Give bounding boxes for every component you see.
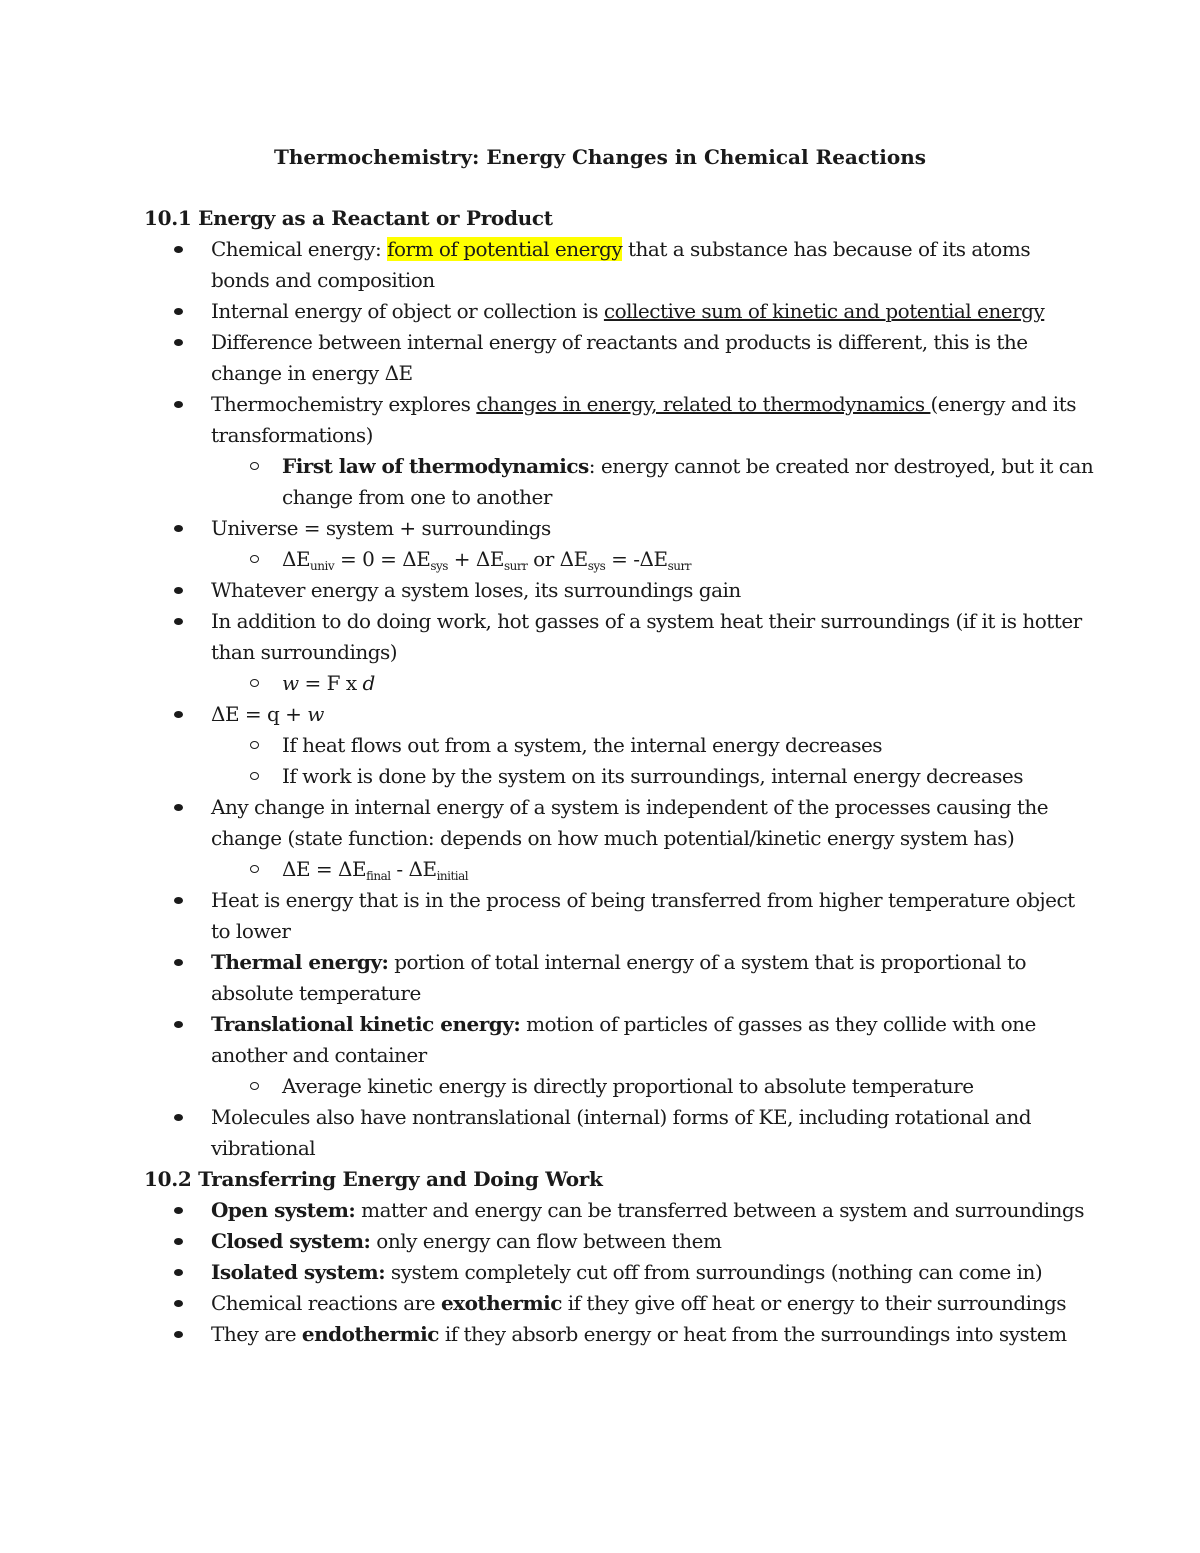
bullet-dot xyxy=(174,308,183,315)
bullet-item: Translational kinetic energy: motion of particles of gasses as they collide with one xyxy=(144,1009,1062,1040)
bullet-item: They are endothermic if they absorb energy or heat from the surroundings into system xyxy=(144,1319,1062,1350)
bullet-continuation: vibrational xyxy=(211,1136,316,1160)
sub-bullet-item: First law of thermodynamics: energy cannot be created nor destroyed, but it can xyxy=(144,451,1062,482)
bullet-dot xyxy=(174,1331,183,1338)
bullet-continuation: absolute temperature xyxy=(211,981,421,1005)
bullet-dot xyxy=(174,401,183,408)
notes-body xyxy=(144,203,1094,1350)
bullet-continuation: change (state function: depends on how much potential/kinetic energy system has) xyxy=(211,826,1015,850)
bullet-continuation: than surroundings) xyxy=(211,640,398,664)
sub-bullet-continuation: change from one to another xyxy=(282,485,552,509)
bullet-dot xyxy=(174,711,183,718)
sub-bullet-item: w = F x d xyxy=(144,668,1062,699)
bullet-dot xyxy=(174,1114,183,1121)
bullet-item: Whatever energy a system loses, its surroundings gain xyxy=(144,575,1062,606)
bullet-continuation: change in energy ΔE xyxy=(211,361,413,385)
bullet-item: Chemical energy: form of potential energy that a substance has because of its atoms xyxy=(144,234,1062,265)
bullet-continuation: bonds and composition xyxy=(211,268,435,292)
bullet-dot xyxy=(174,804,183,811)
bullet-circle xyxy=(250,1082,259,1090)
underlined-text: collective sum of kinetic and potential energy xyxy=(603,299,1045,323)
highlighted-text: form of potential energy xyxy=(387,237,623,261)
underlined-text: changes in energy, related to thermodynamics xyxy=(476,392,931,416)
sub-bullet-item: $\Delta E = \Delta E_{final} - \Delta E_{initial}$ xyxy=(144,854,1062,885)
bullet-dot xyxy=(174,587,183,594)
bullet-dot xyxy=(174,1269,183,1276)
bullet-dot xyxy=(174,1300,183,1307)
bullet-circle xyxy=(250,741,259,749)
bullet-circle xyxy=(250,865,259,873)
bullet-item: Difference between internal energy of reactants and products is different, this is the xyxy=(144,327,1062,358)
bullet-dot xyxy=(174,1021,183,1028)
document-title: Thermochemistry: Energy Changes in Chemical Reactions xyxy=(273,145,927,169)
sub-bullet-item: If heat flows out from a system, the internal energy decreases xyxy=(144,730,1062,761)
bullet-dot xyxy=(174,618,183,625)
bullet-dot xyxy=(174,897,183,904)
bullet-item: Closed system: only energy can flow between them xyxy=(144,1226,1062,1257)
bullet-continuation: to lower xyxy=(211,919,291,943)
bullet-dot xyxy=(174,959,183,966)
bullet-item: Chemical reactions are exothermic if they give off heat or energy to their surroundings xyxy=(144,1288,1062,1319)
section-heading-10-2: 10.2 Transferring Energy and Doing Work xyxy=(144,1167,603,1191)
sub-bullet-item: If work is done by the system on its surroundings, internal energy decreases xyxy=(144,761,1062,792)
bullet-item: Thermochemistry explores changes in energy, related to thermodynamics (energy and its xyxy=(144,389,1062,420)
bullet-item: ΔE = q + w xyxy=(144,699,1062,730)
bullet-item: Isolated system: system completely cut off from surroundings (nothing can come in) xyxy=(144,1257,1062,1288)
sub-bullet-item: $\Delta E_{univ} = 0 = \Delta E_{sys} + \Delta E_{surr}$ or $\Delta E_{sys} = -\Delta E_{surr}$ xyxy=(144,544,1062,575)
bullet-dot xyxy=(174,246,183,253)
bullet-item: Internal energy of object or collection is collective sum of kinetic and potential energy xyxy=(144,296,1062,327)
bullet-dot xyxy=(174,525,183,532)
bullet-continuation: another and container xyxy=(211,1043,427,1067)
bullet-circle xyxy=(250,772,259,780)
bullet-dot xyxy=(174,339,183,346)
bullet-dot xyxy=(174,1238,183,1245)
bullet-item: Thermal energy: portion of total internal energy of a system that is proportional to xyxy=(144,947,1062,978)
bullet-item: Universe = system + surroundings xyxy=(144,513,1062,544)
bullet-item: Any change in internal energy of a system is independent of the processes causing the xyxy=(144,792,1062,823)
sub-bullet-item: Average kinetic energy is directly proportional to absolute temperature xyxy=(144,1071,1062,1102)
bullet-circle xyxy=(250,462,259,470)
section-heading-10-1: 10.1 Energy as a Reactant or Product xyxy=(144,206,553,230)
bullet-continuation: transformations) xyxy=(211,423,373,447)
bullet-item: In addition to do doing work, hot gasses of a system heat their surroundings (if it is hotter xyxy=(144,606,1062,637)
bullet-item: Heat is energy that is in the process of being transferred from higher temperature object xyxy=(144,885,1062,916)
bullet-item: Molecules also have nontranslational (internal) forms of KE, including rotational and xyxy=(144,1102,1062,1133)
bullet-circle xyxy=(250,555,259,563)
bullet-circle xyxy=(250,679,259,687)
bullet-dot xyxy=(174,1207,183,1214)
bullet-item: Open system: matter and energy can be transferred between a system and surroundings xyxy=(144,1195,1062,1226)
